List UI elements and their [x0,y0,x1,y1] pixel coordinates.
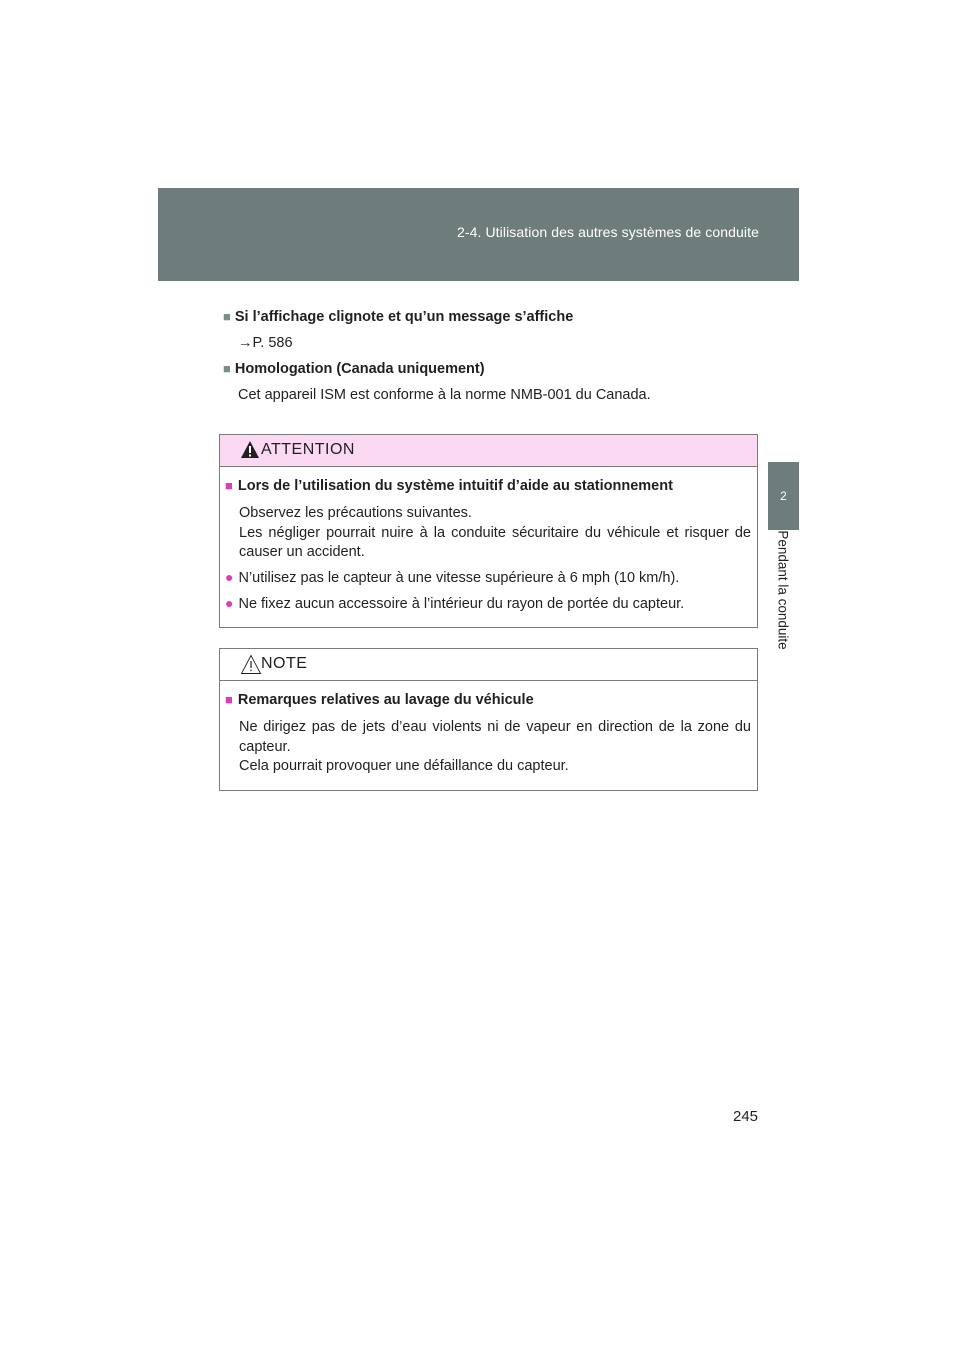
square-bullet-icon: ■ [223,361,231,376]
item-body-homologation: Cet appareil ISM est conforme à la norme NMB-001 du Canada. [238,387,651,403]
note-title: ■ Remarques relatives au lavage du véhicule [225,692,534,708]
note-header [220,649,757,681]
page-number: 245 [733,1108,759,1125]
attention-box [219,434,758,628]
warning-filled-icon [240,440,260,459]
circle-bullet-icon: ● [225,569,234,585]
square-bullet-icon: ■ [223,309,231,324]
circle-bullet-icon: ● [225,595,234,611]
section-title: 2-4. Utilisation des autres systèmes de conduite [456,224,759,240]
item-title-display: ■ Si l’affichage clignote et qu’un message s’affiche [223,309,574,325]
item-body-display: →P. 586 [238,335,293,351]
attention-header [220,435,757,467]
square-bullet-icon: ■ [225,692,233,707]
note-box [219,648,758,791]
warning-outline-icon [240,654,262,675]
note-text: Ne dirigez pas de jets d’eau violents ni de vapeur en direction de la zone du capteur. Cela pourrait provoquer une défaillance du capteur. [239,719,751,774]
attention-text: Observez les précautions suivantes. Les négliger pourrait nuire à la conduite sécuritaire du véhicule et risquer de causer un accident. [239,505,751,560]
chapter-tab: 2 [768,462,799,530]
header-band [158,188,799,281]
item-title-homologation: ■ Homologation (Canada uniquement) [223,361,485,377]
attention-bullet: ● Ne fixez aucun accessoire à l’intérieur du rayon de portée du capteur. [225,595,685,612]
square-bullet-icon: ■ [225,478,233,493]
attention-heading: ATTENTION [261,441,355,458]
note-heading: NOTE [261,655,308,672]
attention-title: ■ Lors de l’utilisation du système intuitif d’aide au stationnement [225,478,673,494]
attention-bullet: ● N’utilisez pas le capteur à une vitesse supérieure à 6 mph (10 km/h). [225,569,680,586]
chapter-label: Pendant la conduite [775,530,791,650]
